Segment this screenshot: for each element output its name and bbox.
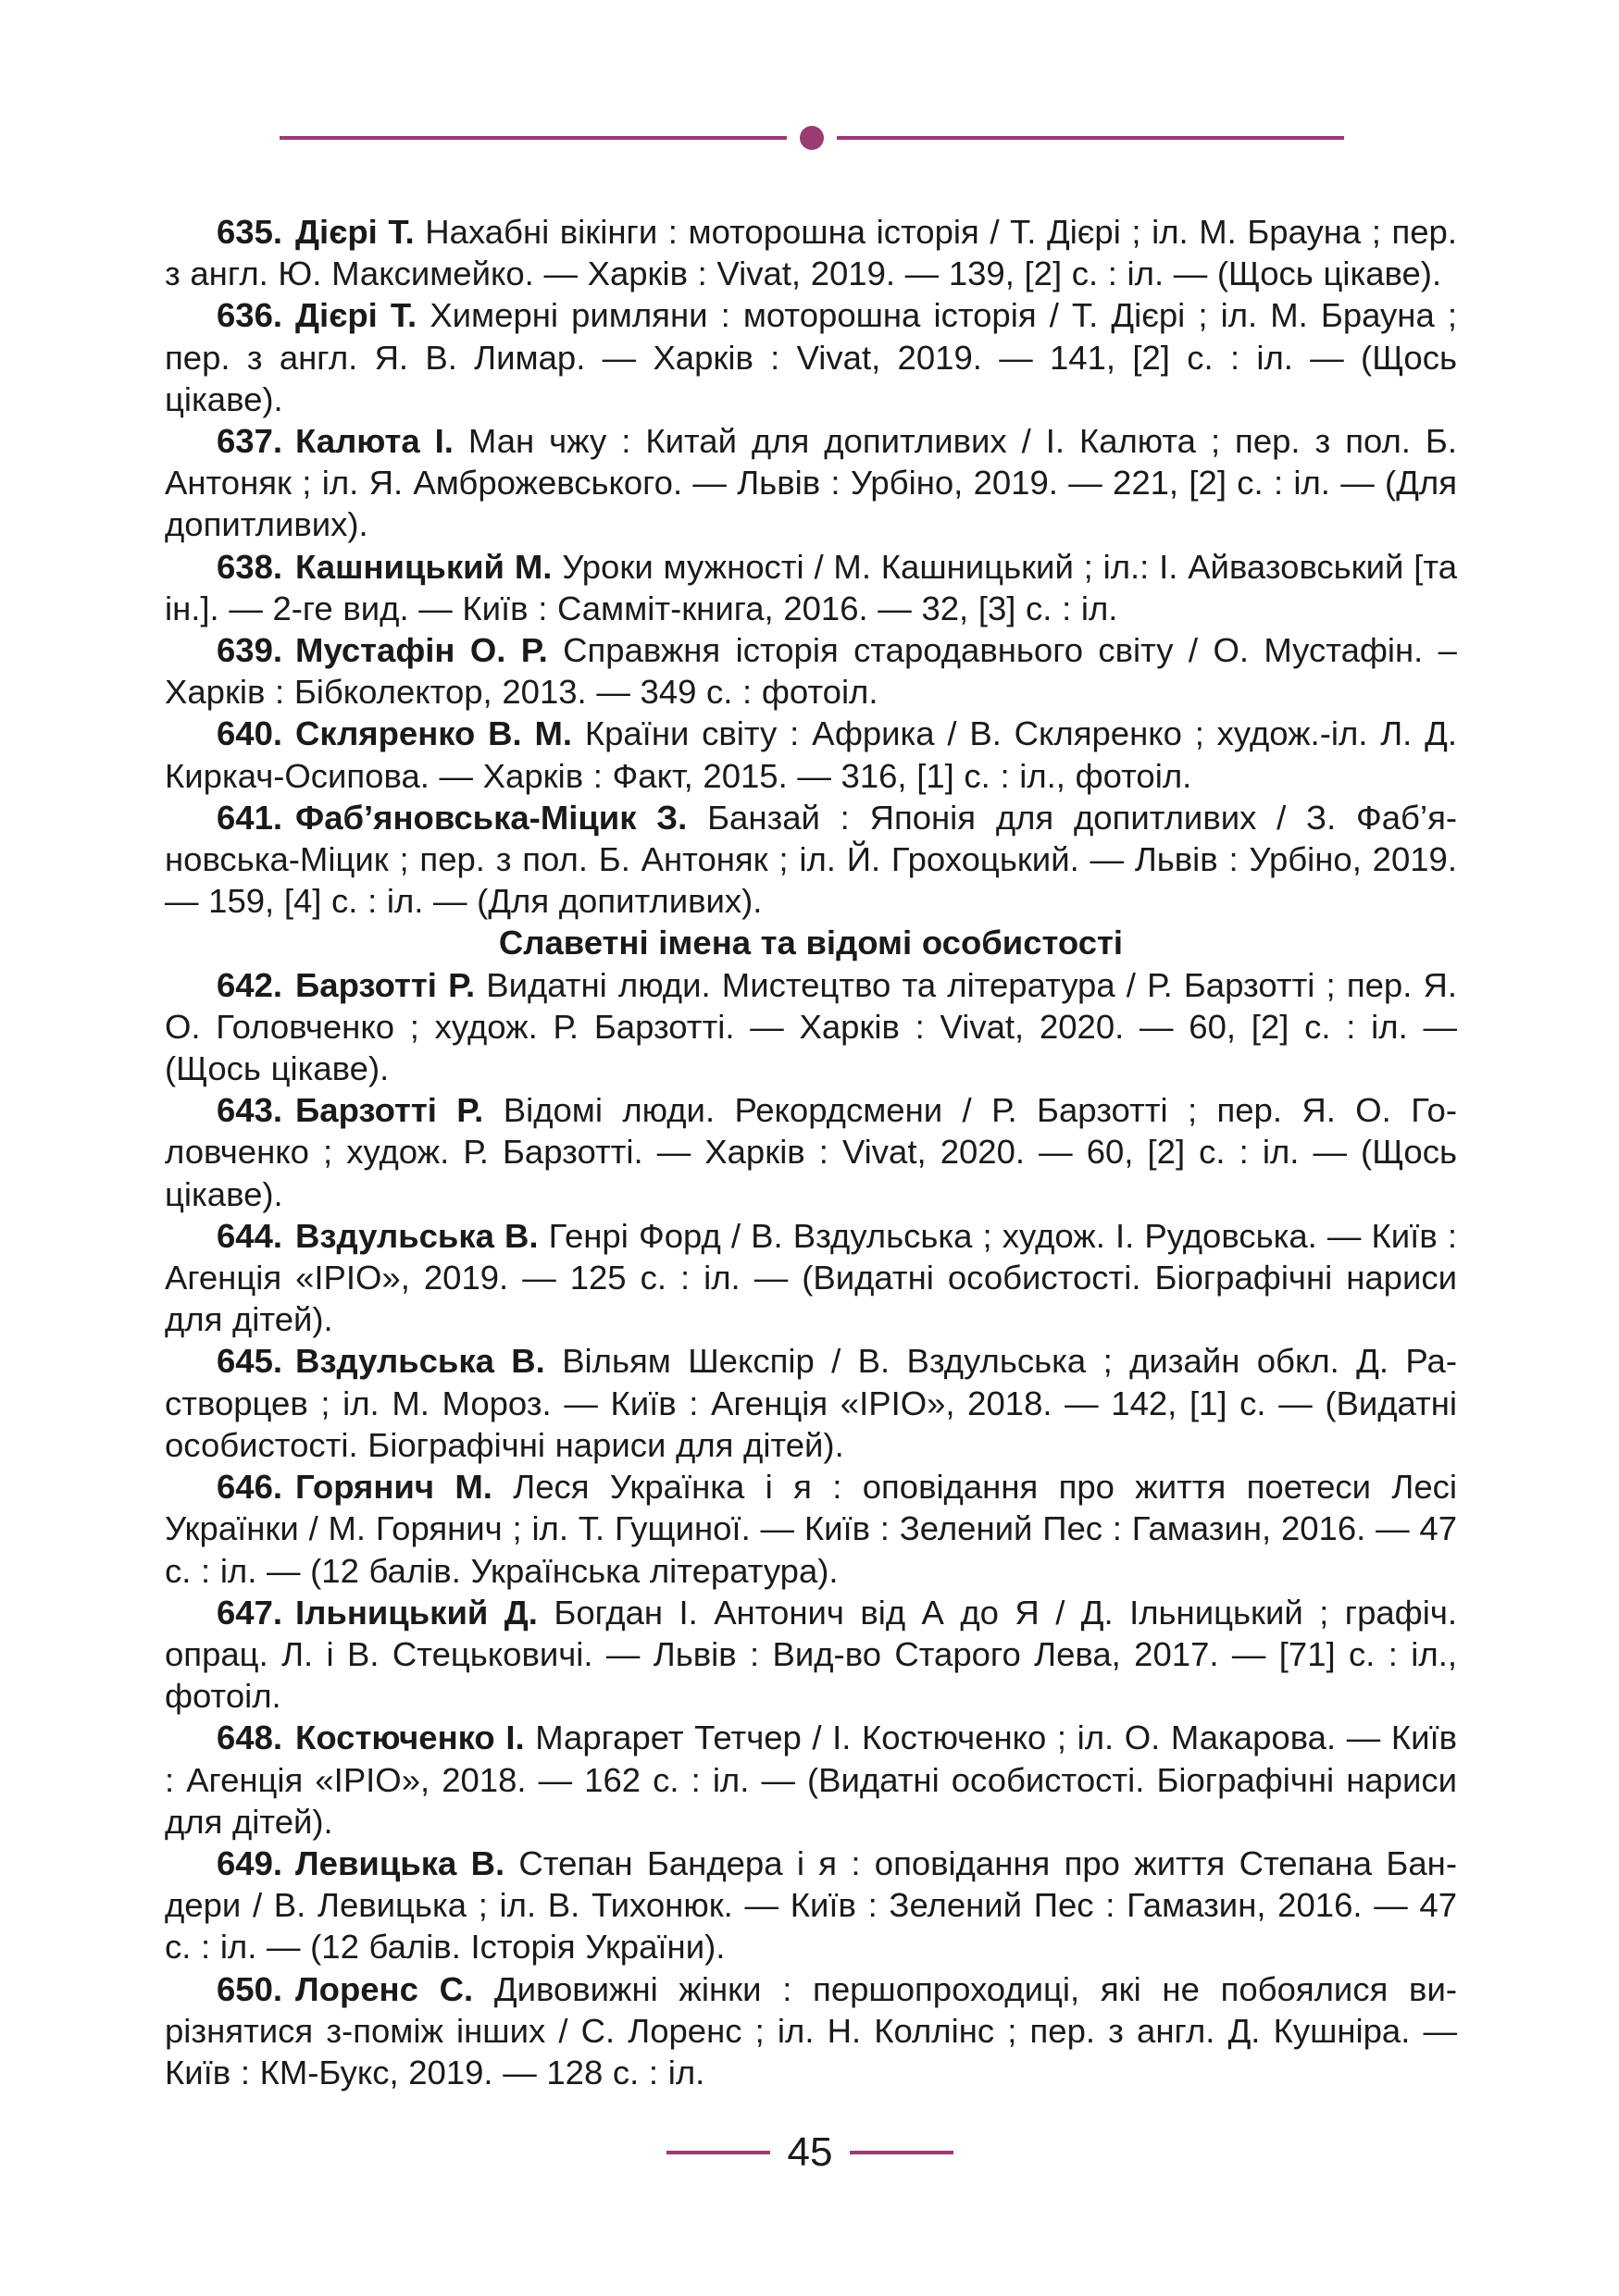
bibliography-entry [165, 420, 1457, 546]
entry-author: Кашницький М. [295, 547, 553, 586]
entry-number: 647. [217, 1593, 283, 1632]
bibliography-entry [165, 1968, 1457, 2094]
entry-description: Відомі люди. Рекордсмени / Р. Барзотті ; пер. Я. О. Головченко ; худож. Р. Барзотті. — Харків : Vivat, 2020. — 60, [2] с. : іл. — (Щось цікаве). [165, 1091, 1457, 1213]
entry-author: Левицька В. [295, 1843, 505, 1882]
entry-description: Ман чжу : Китай для допитливих / І. Калюта ; пер. з пол. Б. Антоняк ; іл. Я. Амброжевського. — Львів : Урбіно, 2019. — 221, [2] с. : іл. — (Для допитливих). [165, 422, 1457, 544]
entry-description: Маргарет Тетчер / І. Костюченко ; іл. О. Макарова. — Київ : Агенція «IPIO», 2018. — 162 с. : іл. — (Видатні особистості. Біографічні нариси для дітей). [165, 1719, 1458, 1841]
top-ornament [280, 126, 1344, 150]
entry-description: Справжня історія стародавнього світу / О. Мустафін. – Харків : Бібколектор, 2013. — 349 с. : фотоіл. [165, 631, 1457, 712]
entry-author: Мустафін О. Р. [295, 631, 548, 670]
bibliography-entry [165, 1089, 1457, 1215]
entry-number: 642. [217, 965, 283, 1004]
entry-author: Фаб’яновська-Міцик З. [295, 798, 688, 837]
entry-author: Барзотті Р. [295, 965, 476, 1004]
entry-description: Видатні люди. Мистецтво та література / Р. Барзотті ; пер. Я. О. Головченко ; худож. Р. Барзотті. — Харків : Vivat, 2020. — 60, [2] с. : іл. — (Щось цікаве). [165, 965, 1457, 1088]
entry-number: 641. [217, 798, 283, 837]
entry-author: Барзотті Р. [295, 1091, 484, 1130]
bibliography-entry [165, 1592, 1457, 1718]
bibliography-entry [165, 211, 1457, 294]
entry-number: 644. [217, 1216, 283, 1255]
entry-number: 635. [217, 213, 283, 251]
ornament-line-right [837, 136, 1344, 140]
entry-number: 637. [217, 422, 283, 461]
entry-author: Ільницький Д. [295, 1593, 538, 1632]
entry-author: Вздульська В. [295, 1342, 545, 1381]
entry-author: Скляренко В. М. [295, 714, 572, 753]
entry-description: Дивовижні жінки : першопроходиці, які не побоялися вирізнятися з-поміж інших / С. Лоренс ; іл. Н. Коллінс ; пер. з англ. Д. Кушніра. — Київ : КМ-Букс, 2019. — 128 с. : іл. [165, 1969, 1457, 2091]
ornament-dot [800, 126, 824, 150]
entry-author: Дієрі Т. [295, 296, 417, 335]
footer-line-left [666, 2151, 770, 2154]
entry-description: Леся Українка і я : оповідання про життя поетеси Лесі Українки / М. Горянич ; іл. Т. Гущиної. — Київ : Зелений Пес : Гамазин, 2016. — 47 с. : іл. — (12 балів. Українська література). [165, 1468, 1457, 1590]
entry-author: Лоренс С. [295, 1969, 474, 2008]
bibliography-entry [165, 1843, 1457, 1968]
entry-description: Химерні римляни : моторошна історія / Т. Дієрі ; іл. М. Брауна ; пер. з англ. Я. В. Лимар. — Харків : Vivat, 2019. — 141, [2] с. : іл. — (Щось цікаве). [165, 296, 1457, 418]
entry-description: Уроки мужності / М. Кашницький ; іл.: І. Айвазовський [та ін.]. — 2-ге вид. — Київ : Самміт-книга, 2016. — 32, [3] с. : іл. [165, 547, 1457, 627]
bibliography-entry [165, 713, 1457, 796]
entry-number: 638. [217, 547, 283, 586]
section-heading: Славетні імена та відомі особистості [498, 924, 1124, 962]
entry-number: 646. [217, 1468, 283, 1507]
entry-author: Вздульська В. [295, 1216, 539, 1255]
entry-number: 645. [217, 1342, 283, 1381]
entry-number: 650. [217, 1969, 283, 2008]
entry-number: 643. [217, 1091, 283, 1130]
bibliography-entry [165, 1215, 1457, 1341]
entry-description: Вільям Шекспір / В. Вздульська ; дизайн обкл. Д. Растворцев ; іл. М. Мороз. — Київ : Агенція «IPIO», 2018. — 142, [1] с. — (Видатні особистості. Біографічні нариси для дітей). [165, 1342, 1457, 1464]
entry-group-b [165, 964, 1457, 2093]
bibliography-entry [165, 629, 1457, 713]
footer-line-right [850, 2151, 953, 2154]
bibliography-entry [165, 1340, 1457, 1466]
page-footer [666, 2127, 953, 2178]
bibliography-entry [165, 294, 1457, 420]
entry-number: 648. [217, 1719, 283, 1757]
entry-number: 640. [217, 714, 283, 753]
entry-number: 636. [217, 296, 283, 335]
bibliography-entry [165, 1466, 1457, 1592]
entry-description: Нахабні вікінги : моторошна історія / Т. Дієрі ; іл. М. Брауна ; пер. з англ. Ю. Максимейко. — Харків : Vivat, 2019. — 139, [2] с. : іл. — (Щось цікаве). [165, 213, 1457, 293]
bibliography-entry [165, 964, 1457, 1090]
entry-author: Горянич М. [295, 1468, 492, 1507]
entry-author: Калюта І. [295, 422, 454, 461]
ornament-line-left [280, 136, 787, 140]
entry-description: Степан Бандера і я : оповідання про життя Степана Бандери / В. Левицька ; іл. В. Тихонюк. — Київ : Зелений Пес : Гамазин, 2016. — 47 с. : іл. — (12 балів. Історія України). [165, 1843, 1457, 1967]
entry-author: Дієрі Т. [295, 213, 415, 251]
entry-description: Генрі Форд / В. Вздульська ; худож. І. Рудовська. — Київ : Агенція «IPIO», 2019. — 125 с. : іл. — (Видатні особистості. Біографічні нариси для дітей). [165, 1216, 1457, 1339]
entry-description: Країни світу : Африка / В. Скляренко ; худож.-іл. Л. Д. Киркач-Осипова. — Харків : Факт, 2015. — 316, [1] с. : іл., фотоіл. [165, 714, 1457, 795]
bibliography-entry [165, 546, 1457, 629]
entry-author: Костюченко І. [295, 1719, 525, 1757]
entry-description: Банзай : Японія для допитливих / З. Фаб’яновська-Міцик ; пер. з пол. Б. Антоняк ; іл. Й. Грохоцький. — Львів : Урбіно, 2019. — 159, [4] с. : іл. — (Для допитливих). [165, 798, 1457, 921]
entry-number: 649. [217, 1843, 283, 1882]
bibliography [165, 211, 1457, 2093]
entry-number: 639. [217, 631, 283, 670]
bibliography-entry [165, 797, 1457, 923]
entry-description: Богдан І. Антонич від А до Я / Д. Ільницький ; графіч. опрац. Л. і В. Стецьковичі. — Львів : Вид-во Старого Лева, 2017. — [71] с. : іл., фотоіл. [165, 1593, 1457, 1716]
bibliography-entry [165, 1717, 1457, 1843]
page-number: 45 [787, 2129, 833, 2175]
entry-group-a [165, 211, 1457, 922]
